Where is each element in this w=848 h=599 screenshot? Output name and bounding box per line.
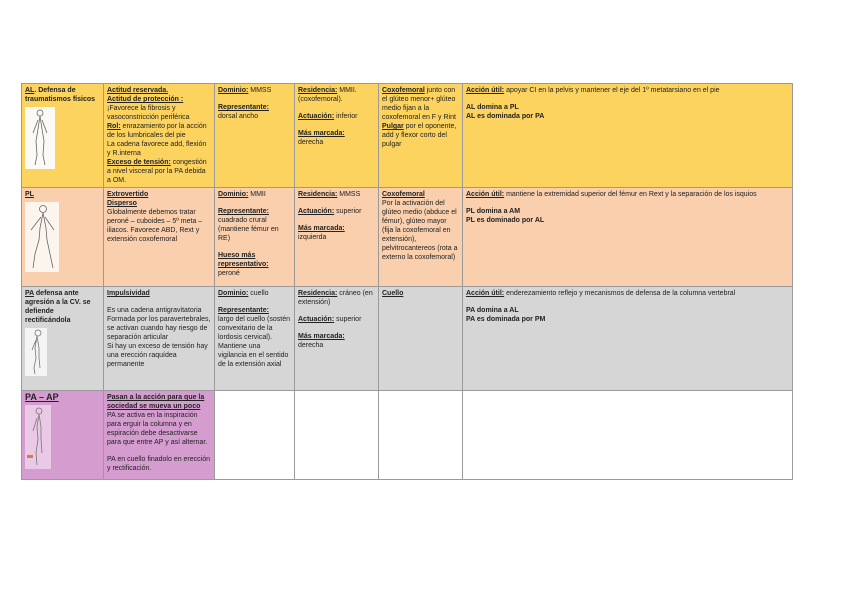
useful-action-cell: Acción útil: mantiene la extremidad superior del fémur en Rext y la separación de los isquios PL domina a AM PL es dominado por AL [463, 188, 793, 287]
domain-cell: Dominio: MMII Representante: cuadrado crural (mantiene fémur en RE) Hueso más representativo: peroné [215, 188, 295, 287]
empty-cell [295, 391, 379, 480]
empty-cell [379, 391, 463, 480]
chain-title: PA [25, 290, 34, 297]
chain-title: PL [25, 191, 34, 198]
empty-cell [215, 391, 295, 480]
chain-title: AL [25, 87, 35, 94]
description-cell: Extrovertido Disperso Globalmente debemos tratar peroné – cuboides – 5º meta – iliacos. Favorece ABD, Rext y extensión coxofemoral [104, 188, 215, 287]
table-row [22, 84, 793, 188]
posture-figure-image [25, 328, 100, 376]
useful-action-cell: Acción útil: apoyar CI en la pelvis y mantener el eje del 1º metatarsiano en el pie AL domina a PL AL es dominada por PA [463, 84, 793, 188]
table-row [22, 188, 793, 287]
joint-cell: Coxofemoral junto con el glúteo menor+ glúteo medio fijan a la coxofemoral en F y Rint Pulgar por el oponente, add y flexor corto del pulgar [379, 84, 463, 188]
table-row [22, 287, 793, 391]
chain-name-cell [22, 391, 104, 480]
description-cell: Pasan a la acción para que la sociedad se mueva un poco PA se activa en la inspiración para erguir la columna y en espiración debe desactivarse para que entre AP y así alternar. PA en cuello finadolo en erección y rectificación. [104, 391, 215, 480]
chain-name-cell: AL. Defensa de traumatismos físicos [22, 84, 104, 188]
domain-cell: Dominio: MMSS Representante: dorsal ancho [215, 84, 295, 188]
posture-figure-image [25, 405, 100, 469]
residence-cell: Residencia: cráneo (en extensión) Actuación: superior Más marcada: derecha [295, 287, 379, 391]
domain-cell: Dominio: cuello Representante: largo del cuello (sostén convexitario de la lordosis cervical). Mantiene una vigilancia en el sentido de la extensión axial [215, 287, 295, 391]
residence-cell: Residencia: MMII. (coxofemoral). Actuación: inferior Más marcada: derecha [295, 84, 379, 188]
description-cell: Impulsividad Es una cadena antigravitatoria Formada por los paravertebrales, se activan cuando hay riesgo de separación articular Si hay un exceso de tensión hay una erección raquídea permanente [104, 287, 215, 391]
table-row [22, 391, 793, 480]
chain-name-cell [22, 188, 104, 287]
description-cell: Actitud reservada. Actitud de protección : ¡Favorece la fibrosis y vasoconstricción periférica Rol: enrazamiento por la acción de los lumbricales del pie La cadena favorece add, flexión y R.interna Exceso de tensión: congestión a nivel visceral por la PA debida a OM. [104, 84, 215, 188]
chain-name-cell: PA defensa ante agresión a la CV. se defiende rectificándola [22, 287, 104, 391]
posture-figure-image [25, 202, 100, 272]
joint-cell: Coxofemoral Por la activación del glúteo medio (abduce el fémur), glúteo mayor (fija la coxofemoral en extensión), pelvitrocantereos (rota a externo la coxofemoral) [379, 188, 463, 287]
chain-title: PA – AP [25, 392, 59, 402]
residence-cell: Residencia: MMSS Actuación: superior Más marcada: izquierda [295, 188, 379, 287]
joint-cell: Cuello [379, 287, 463, 391]
posture-figure-image [25, 107, 100, 169]
empty-cell [463, 391, 793, 480]
useful-action-cell: Acción útil: enderezamiento reflejo y mecanismos de defensa de la columna vertebral PA domina a AL PA es dominada por PM [463, 287, 793, 391]
chains-table [21, 83, 793, 480]
